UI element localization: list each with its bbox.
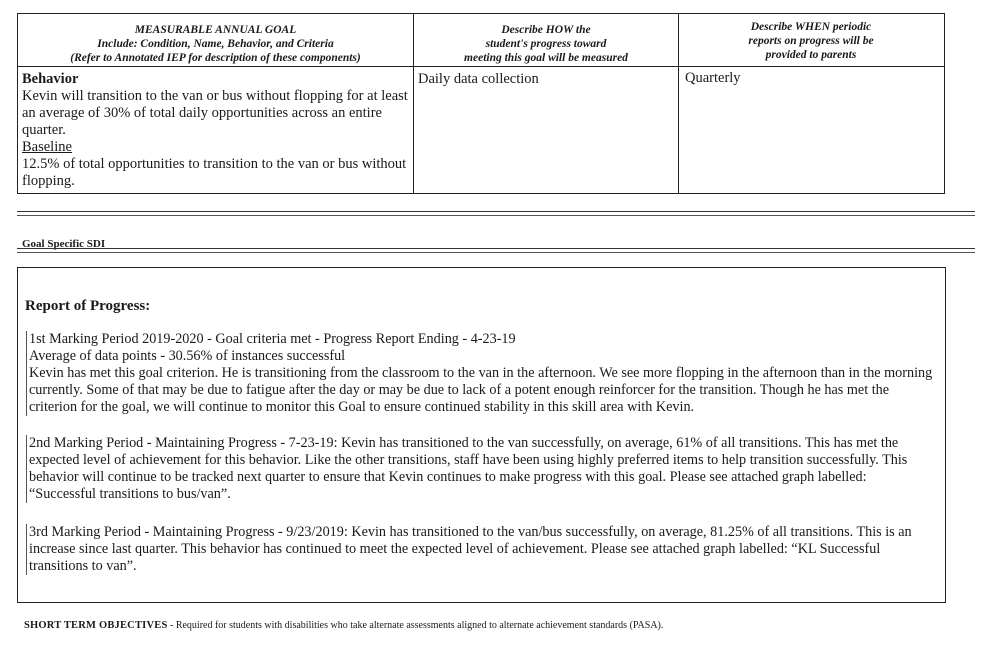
when-header-line1: Describe WHEN periodic	[750, 21, 872, 33]
short-term-label: SHORT TERM OBJECTIVES	[24, 620, 168, 631]
divider	[17, 211, 975, 212]
how-measured-cell: Daily data collection	[413, 67, 678, 193]
baseline-label: Baseline	[22, 139, 72, 155]
goal-title: Behavior	[22, 71, 79, 87]
baseline-text: 12.5% of total opportunities to transition to the van or bus without flopping.	[22, 156, 407, 189]
short-term-text: - Required for students with disabilities who take alternate assessments aligned to alternate achievement standards (PASA).	[167, 620, 664, 631]
period1-text: Kevin has met this goal criterion. He is transitioning from the classroom to the van in the afternoon. We see more flopping in the afternoon than in the morning currently. Some of that may be due to fatigue after the day or may be due to lack of a potent enough reinforcer for the transition. Though he has met the criterion for the goal, we will continue to monitor this Goal to ensure continued stability in this skill area with Kevin.	[29, 365, 933, 415]
period2-text: 2nd Marking Period - Maintaining Progress - 7-23-19: Kevin has transitioned to the van successfully, on average, 61% of all transitions. This has met the expected level of achievement for this behavior. Like the other transitions, staff have been using highly preferred items to help transition successfully. This behavior will continue to be tracked next quarter to ensure that Kevin continues to make progress with this goal. Please see attached graph labelled: “Successful transitions to bus/van”.	[29, 435, 908, 502]
period1-average: Average of data points - 30.56% of instances successful	[29, 348, 346, 364]
how-header-line2: student's progress toward	[485, 38, 607, 50]
short-term-objectives	[24, 620, 663, 631]
when-header	[678, 14, 943, 67]
goal-header-line3: (Refer to Annotated IEP for description of these components)	[70, 52, 361, 64]
divider	[17, 215, 975, 216]
when-header-line3: provided to parents	[765, 49, 857, 61]
when-header-line2: reports on progress will be	[748, 35, 874, 47]
period3-text: 3rd Marking Period - Maintaining Progress - 9/23/2019: Kevin has transitioned to the van/bus successfully, on average, 81.25% of all transitions. This is an increase since last quarter. This behavior has continued to meet the expected level of achievement. Please see attached graph labelled: “KL Successful transitions to van”.	[29, 524, 912, 574]
marking-period-2	[26, 435, 934, 503]
goal-header-line1: MEASURABLE ANNUAL GOAL	[134, 24, 297, 36]
how-header-line3: meeting this goal will be measured	[464, 52, 628, 64]
divider	[17, 248, 975, 249]
goal-table-body	[18, 67, 944, 193]
progress-title: Report of Progress:	[25, 298, 151, 314]
goal-table	[17, 13, 945, 194]
goal-header-line2: Include: Condition, Name, Behavior, and Criteria	[97, 38, 334, 50]
sdi-label: Goal Specific SDI	[22, 238, 106, 250]
when-reported-cell: Quarterly	[678, 67, 943, 193]
how-header	[413, 14, 678, 67]
goal-header	[18, 14, 413, 67]
marking-period-3	[26, 524, 934, 575]
divider	[17, 252, 975, 253]
period1-heading: 1st Marking Period 2019-2020 - Goal criteria met - Progress Report Ending - 4-23-19	[29, 331, 516, 347]
marking-period-1	[26, 331, 934, 416]
goal-table-header	[18, 14, 944, 67]
how-header-line1: Describe HOW the	[501, 24, 591, 36]
progress-report-box	[17, 267, 946, 603]
goal-cell	[18, 67, 413, 193]
goal-text: Kevin will transition to the van or bus without flopping for at least an average of 30% of total daily opportunities across an entire quarter.	[22, 88, 408, 138]
